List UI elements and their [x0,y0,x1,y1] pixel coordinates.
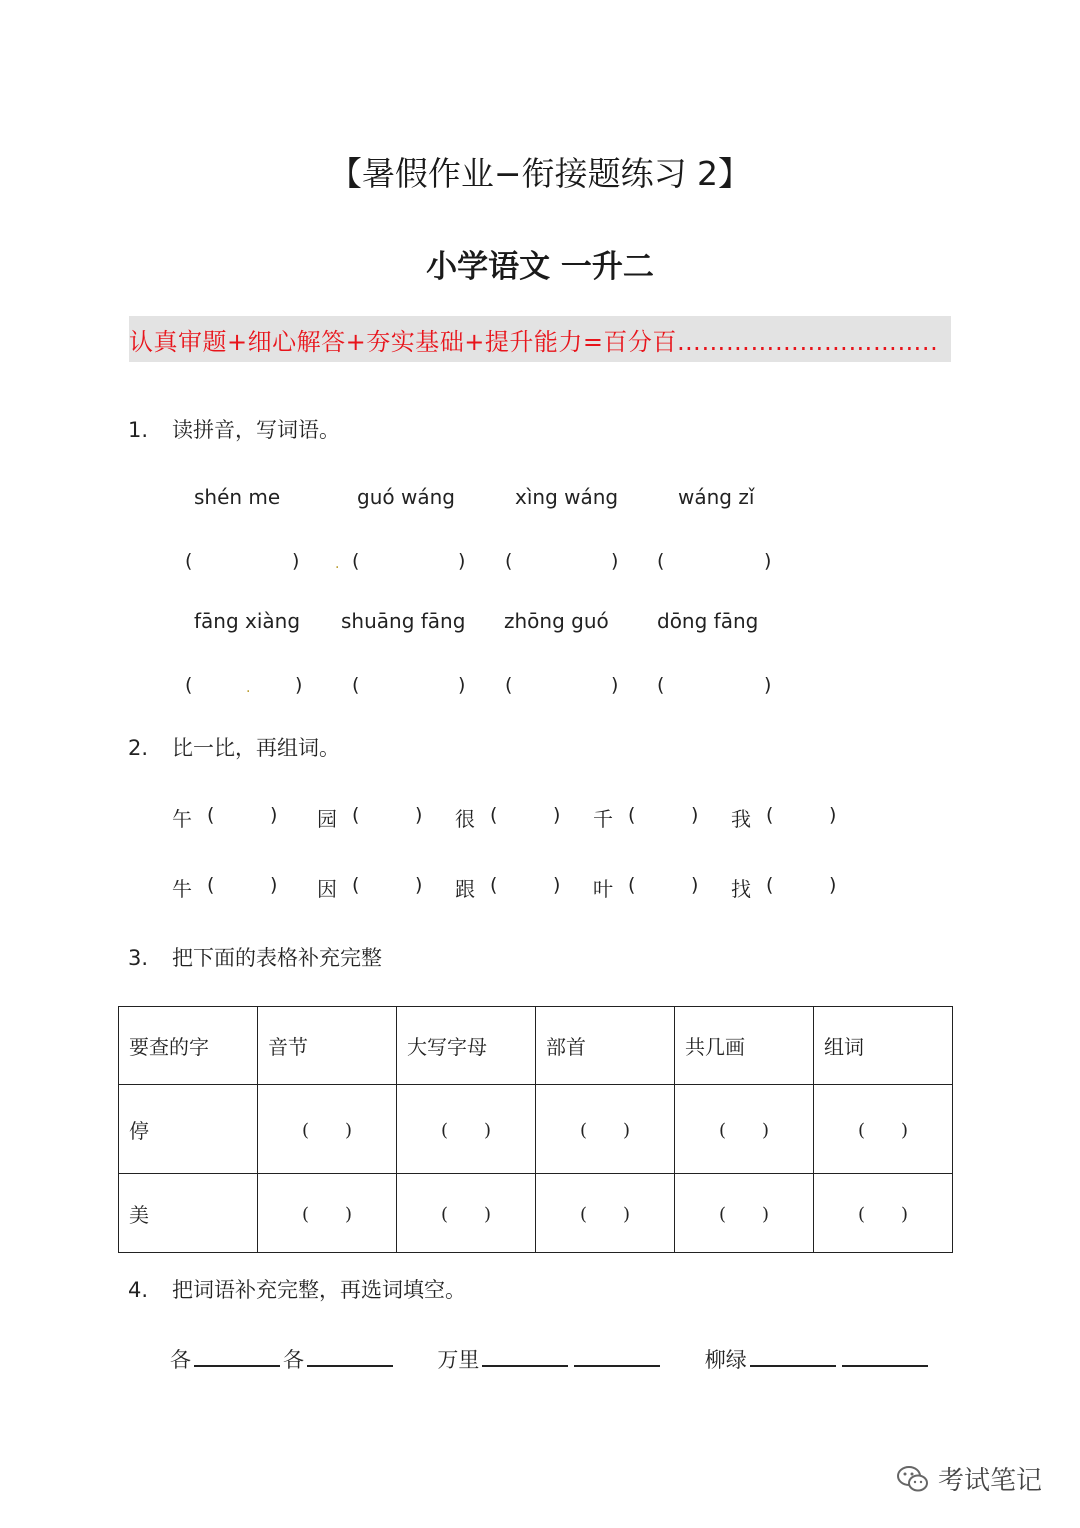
character: 因 [317,877,337,901]
table-header-cell: 音节 [258,1007,397,1085]
open-paren: ( [352,550,360,572]
question-prompt: 读拼音，写词语。 [172,418,340,442]
word-fragment: 柳绿 [704,1348,747,1372]
table-cell-blank: ( ) [675,1174,814,1253]
watermark [896,1460,1042,1497]
word-fragment: 各 [170,1348,191,1372]
close-paren: ) [458,550,466,572]
open-paren: ( [185,674,193,696]
table-row [119,1174,953,1253]
character: 午 [172,807,192,831]
table-header-row [119,1007,953,1085]
character: 很 [455,807,475,831]
table-cell-blank: ( ) [397,1174,536,1253]
table-cell-blank: ( ) [258,1085,397,1174]
table-cell-blank: ( ) [814,1174,953,1253]
question-prompt: 把词语补充完整，再选词填空。 [172,1278,466,1302]
pinyin: fāng xiàng [194,609,301,633]
pinyin: shén me [194,485,281,509]
open-paren: ( [766,874,774,896]
close-paren: ) [691,874,699,896]
pinyin: shuāng fāng [341,609,466,633]
close-paren: ) [691,804,699,826]
table-cell-blank: ( ) [675,1085,814,1174]
close-paren: ) [458,674,466,696]
answer-blank[interactable] [482,1343,568,1367]
pinyin: guó wáng [357,485,455,509]
close-paren: ) [829,804,837,826]
fill-in-row [170,1343,931,1374]
open-paren: ( [766,804,774,826]
character: 叶 [593,877,613,901]
word-fragment: 万里 [437,1348,480,1372]
page-subtitle: 小学语文 一升二 [426,249,654,285]
table-row [119,1085,953,1174]
table-cell-character: 停 [119,1085,258,1174]
answer-blank[interactable] [750,1343,836,1367]
open-paren: ( [490,804,498,826]
open-paren: ( [207,804,215,826]
question-prompt: 把下面的表格补充完整 [172,946,382,970]
page-title: 【暑假作业−衔接题练习 2】 [328,154,752,193]
close-paren: ) [553,804,561,826]
question-number: 3. [128,946,149,970]
close-paren: ) [764,674,772,696]
table-cell-blank: ( ) [258,1174,397,1253]
answer-blank[interactable] [842,1343,928,1367]
pinyin: xìng wáng [515,485,619,509]
table-cell-blank: ( ) [814,1085,953,1174]
table-header-cell: 组词 [814,1007,953,1085]
answer-blank[interactable] [574,1343,660,1367]
open-paren: ( [657,550,665,572]
question-4 [128,1274,466,1304]
open-paren: ( [657,674,665,696]
pinyin: zhōng guó [504,609,609,633]
table-cell-blank: ( ) [536,1085,675,1174]
character: 找 [731,877,751,901]
close-paren: ) [415,874,423,896]
open-paren: ( [505,674,513,696]
table-header-cell: 共几画 [675,1007,814,1085]
close-paren: ) [295,674,303,696]
question-2 [128,732,340,762]
close-paren: ) [270,804,278,826]
close-paren: ) [292,550,300,572]
character: 牛 [172,877,192,901]
motto-text: 认真审题+细心解答+夯实基础+提升能力=百分百………………………….. [129,328,939,356]
open-paren: ( [628,874,636,896]
question-prompt: 比一比，再组词。 [172,736,340,760]
close-paren: ) [553,874,561,896]
pinyin: wáng zǐ [678,485,755,509]
close-paren: ) [611,674,619,696]
open-paren: ( [352,874,360,896]
question-number: 4. [128,1278,149,1302]
character: 园 [317,807,337,831]
watermark-text: 考试笔记 [937,1466,1042,1496]
open-paren: ( [352,674,360,696]
character: 千 [593,807,613,831]
question-3 [128,942,382,972]
word-fragment: 各 [283,1348,304,1372]
stray-dot: . [335,556,340,572]
question-1 [128,414,340,444]
open-paren: ( [185,550,193,572]
table-header-cell: 大写字母 [397,1007,536,1085]
table-header-cell: 部首 [536,1007,675,1085]
open-paren: ( [505,550,513,572]
open-paren: ( [490,874,498,896]
table-cell-blank: ( ) [536,1174,675,1253]
character: 我 [731,807,751,831]
character: 跟 [455,877,475,901]
table-cell-blank: ( ) [397,1085,536,1174]
close-paren: ) [270,874,278,896]
close-paren: ) [415,804,423,826]
answer-blank[interactable] [194,1343,280,1367]
open-paren: ( [207,874,215,896]
close-paren: ) [764,550,772,572]
table-cell-character: 美 [119,1174,258,1253]
open-paren: ( [352,804,360,826]
wechat-icon [896,1464,930,1494]
open-paren: ( [628,804,636,826]
table-header-cell: 要查的字 [119,1007,258,1085]
close-paren: ) [611,550,619,572]
pinyin: dōng fāng [657,609,759,633]
close-paren: ) [829,874,837,896]
question-number: 1. [128,418,149,442]
answer-blank[interactable] [307,1343,393,1367]
stray-dot: . [246,680,251,696]
question-number: 2. [128,736,149,760]
info-table [118,1006,953,1253]
